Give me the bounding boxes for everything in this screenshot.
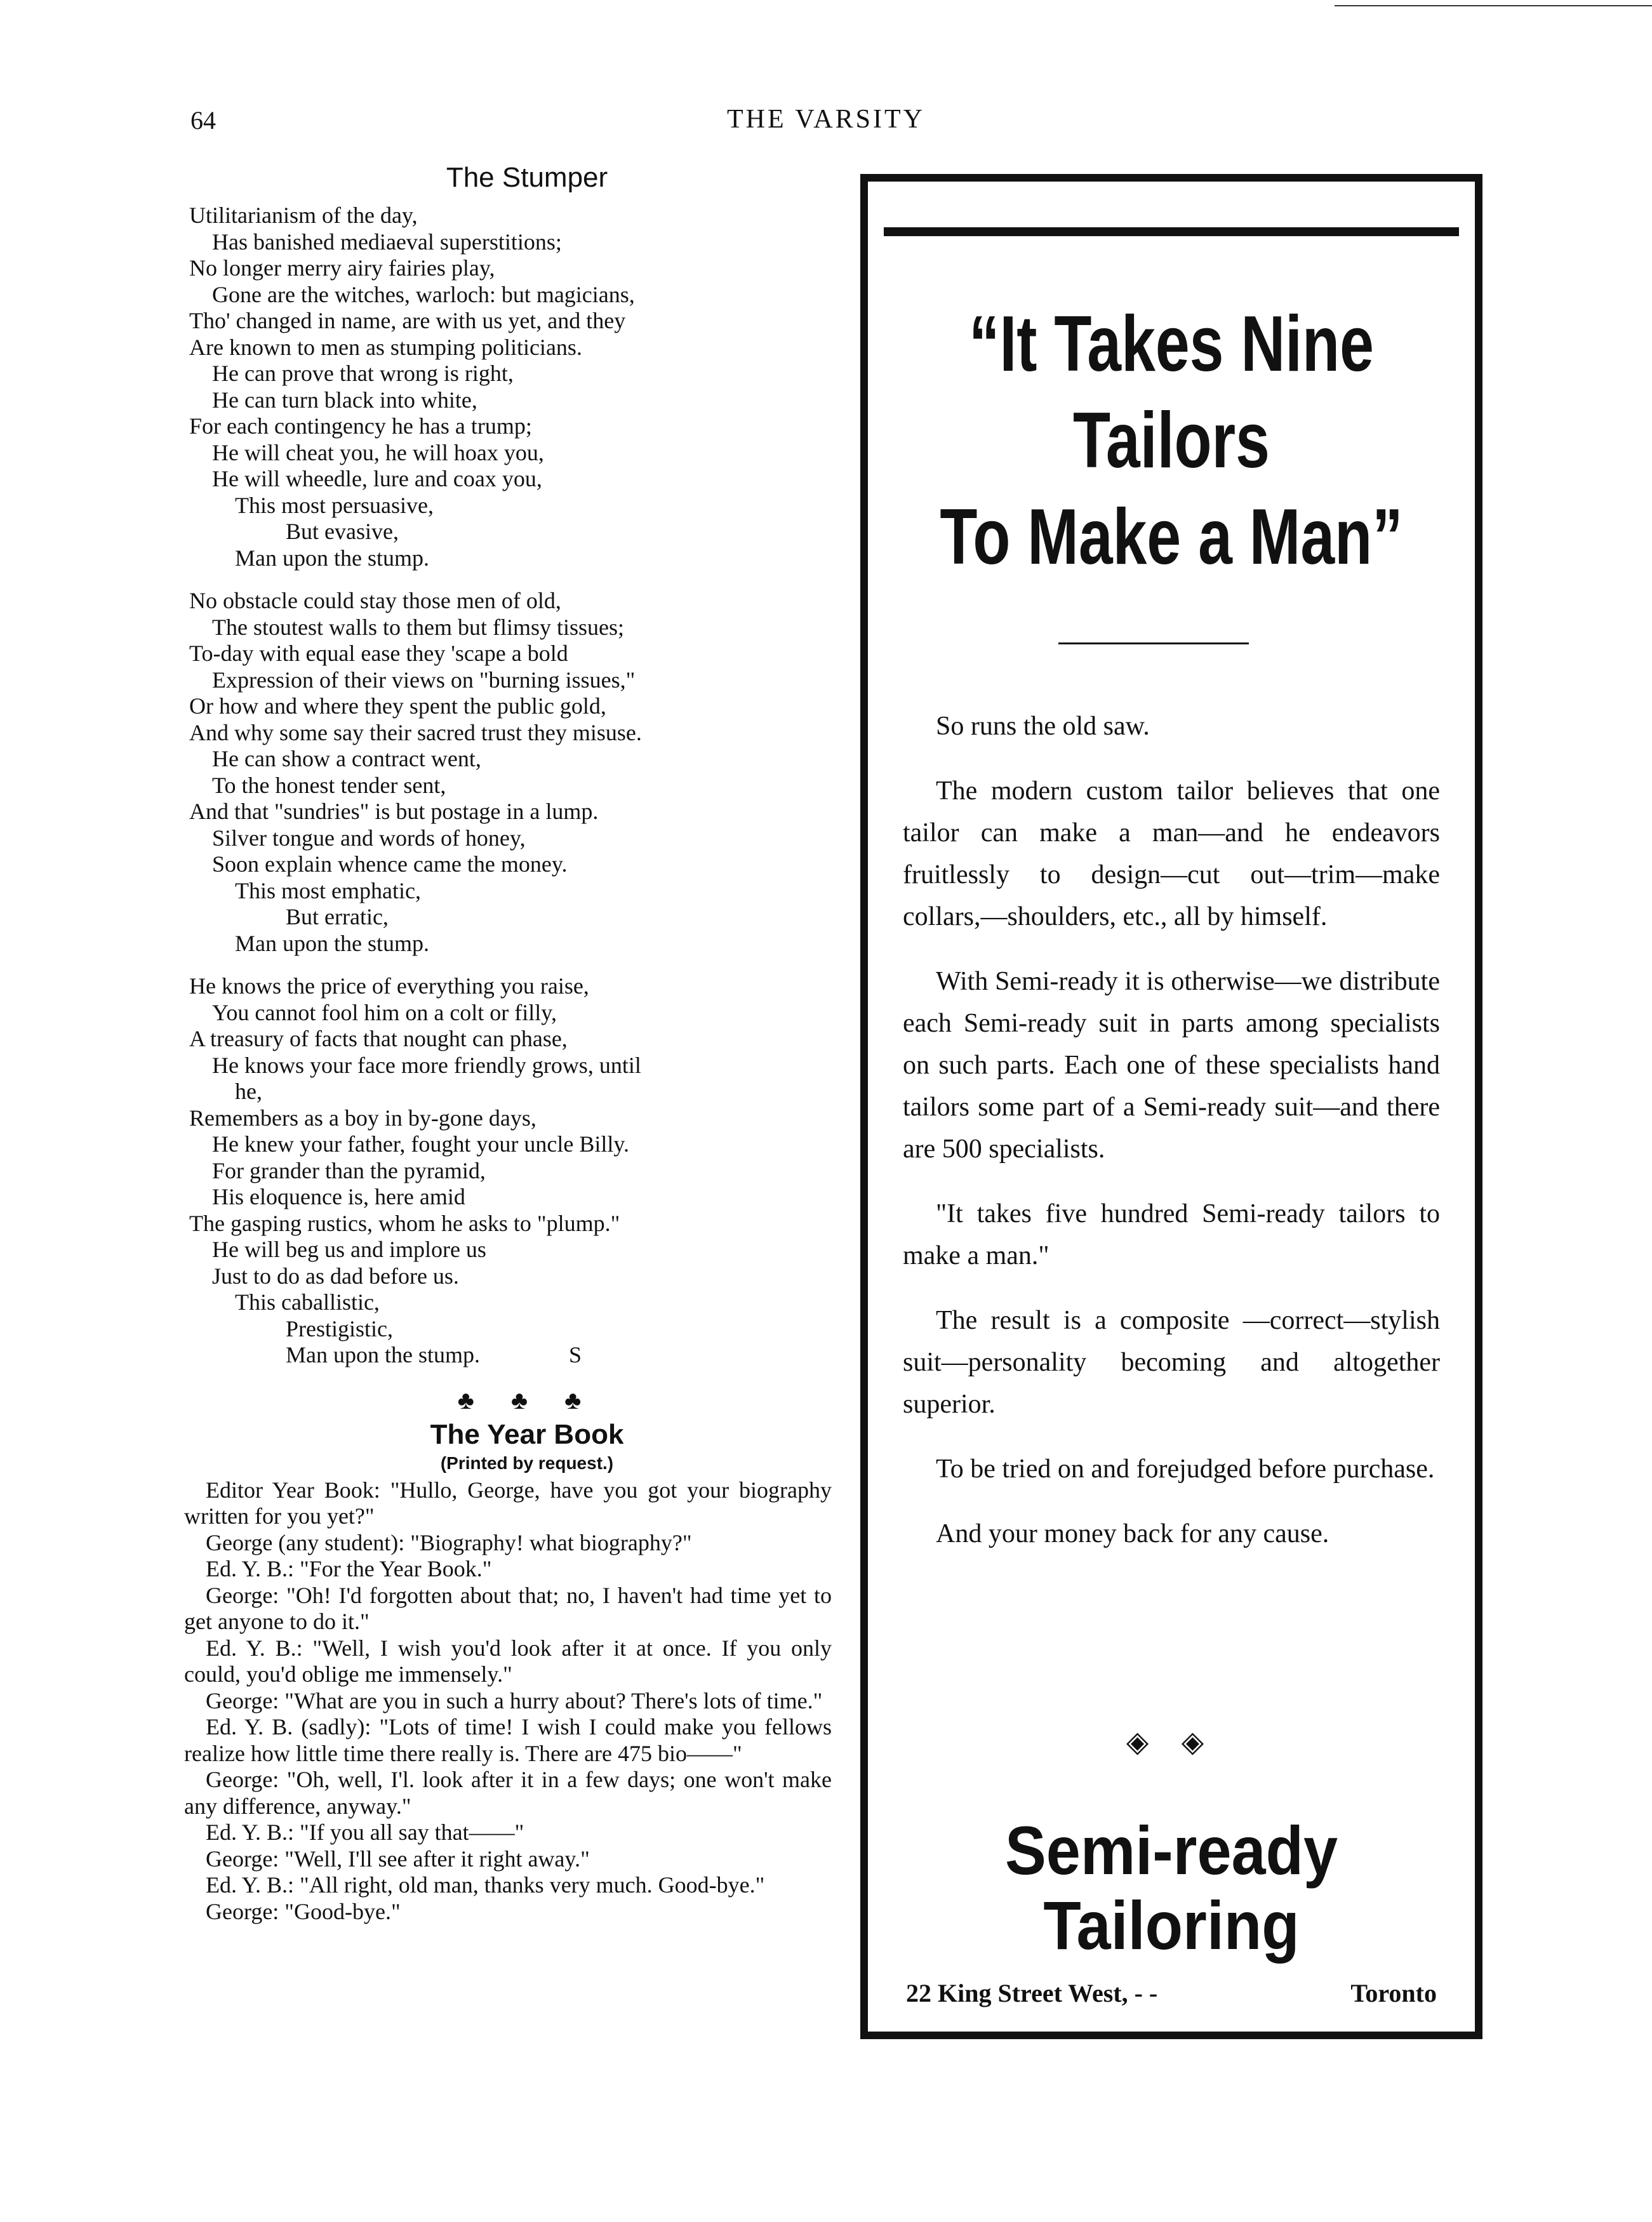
poem-line: He will cheat you, he will hoax you, [212, 439, 544, 465]
poem-line: He can show a contract went, [212, 746, 481, 771]
ad-paragraph: So runs the old saw. [936, 712, 1150, 741]
diamond-ornaments: ◈ ◈ [1126, 1726, 1217, 1758]
yearbook-subtitle: (Printed by request.) [440, 1453, 614, 1473]
yearbook-paragraph: George: "Oh, well, I'l. look after it in a few days; one won't make any difference, anyway." [184, 1767, 832, 1819]
address-city: Toronto [1350, 1979, 1437, 2007]
yearbook-title: The Year Book [430, 1418, 624, 1450]
poem-line: He will beg us and implore us [212, 1237, 486, 1262]
yearbook-paragraph: Ed. Y. B.: "Well, I wish you'd look after it at once. If you only could, you'd oblige me immensely." [184, 1635, 832, 1687]
poem-line: Expression of their views on "burning issues," [212, 667, 636, 693]
poem-line: He will wheedle, lure and coax you, [212, 466, 542, 491]
poem-stanza [184, 973, 832, 1369]
poem-stanza [184, 588, 832, 957]
poem-line: Tho' changed in name, are with us yet, and they [189, 308, 626, 333]
poem-body [184, 203, 832, 1369]
poem-line: Soon explain whence came the money. [212, 851, 568, 877]
yearbook-paragraph: Ed. Y. B.: "All right, old man, thanks very much. Good-bye." [206, 1872, 765, 1898]
poem-line: To the honest tender sent, [212, 772, 446, 798]
poem-line: Man upon the stump. S [286, 1342, 582, 1367]
poem-title: The Stumper [446, 162, 608, 193]
yearbook-paragraph: George: "Oh! I'd forgotten about that; no, I haven't had time yet to get anyone to do it." [184, 1582, 832, 1634]
ad-body [903, 705, 1440, 1578]
poem-line: Prestigistic, [286, 1315, 393, 1341]
ad-headline-line: “It Takes Nine [969, 300, 1374, 388]
ad-address [906, 1978, 1437, 2008]
poem-line: Gone are the witches, warloch: but magicians, [212, 281, 635, 307]
poem-line: And why some say their sacred trust they misuse. [189, 719, 642, 745]
advertisement [860, 174, 1482, 2039]
poem-line: But evasive, [286, 519, 399, 544]
poem-line: And that "sundries" is but postage in a lump. [189, 799, 599, 824]
top-edge-rule [1335, 5, 1652, 6]
yearbook-paragraph: Ed. Y. B.: "For the Year Book." [206, 1556, 492, 1581]
poem-line: To-day with equal ease they 'scape a bold [189, 641, 568, 666]
poem-signature: S [568, 1342, 582, 1367]
ad-paragraph: To be tried on and forejudged before purchase. [936, 1454, 1435, 1484]
poem-line: This most emphatic, [235, 877, 421, 903]
poem-line: He can turn black into white, [212, 387, 477, 413]
ad-headline-line: Tailors [1073, 397, 1270, 484]
yearbook-paragraph: George: "Well, I'll see after it right away." [206, 1846, 590, 1872]
poem-line: No longer merry airy fairies play, [189, 255, 495, 281]
yearbook-paragraph: George (any student): "Biography! what biography?" [206, 1529, 692, 1555]
ad-paragraph: And your money back for any cause. [936, 1519, 1329, 1548]
ad-paragraph: With Semi-ready it is otherwise—we distribute each Semi-ready suit in parts among specialists on such parts. Each one of these specialists hand tailors some part of a Semi-ready suit—and there are 500 specialists. [903, 967, 1440, 1164]
poem-line: He knows the price of everything you raise, [189, 973, 589, 999]
ad-brand [898, 1813, 1444, 1963]
poem-line: His eloquence is, here amid [212, 1184, 465, 1209]
poem-line: For grander than the pyramid, [212, 1157, 486, 1183]
yearbook-body [184, 1477, 832, 1926]
left-column [184, 162, 832, 1925]
poem-line: This most persuasive, [235, 492, 434, 518]
running-title: THE VARSITY [727, 105, 925, 134]
poem-line: He can prove that wrong is right, [212, 361, 514, 386]
poem-line: Remembers as a boy in by-gone days, [189, 1105, 536, 1131]
poem-line: Or how and where they spent the public gold, [189, 693, 606, 719]
poem-line: This caballistic, [235, 1289, 380, 1315]
poem-line: Has banished mediaeval superstitions; [212, 229, 562, 255]
poem-line: Man upon the stump. [235, 545, 429, 571]
poem-line: For each contingency he has a trump; [189, 413, 532, 439]
poem-line: he, [235, 1079, 262, 1104]
yearbook-paragraph: Editor Year Book: "Hullo, George, have you got your biography written for you yet?" [184, 1477, 832, 1529]
yearbook-paragraph: George: "Good-bye." [206, 1898, 401, 1924]
poem-line: Man upon the stump. [235, 930, 429, 956]
address-street: 22 King Street West, - - [906, 1979, 1158, 2007]
yearbook-paragraph: Ed. Y. B.: "If you all say that——" [206, 1820, 524, 1845]
ad-top-rule [884, 227, 1459, 236]
ad-paragraph: "It takes five hundred Semi-ready tailors to make a man." [903, 1199, 1440, 1270]
poem-line: Utilitarianism of the day, [189, 203, 418, 228]
poem-line: The stoutest walls to them but flimsy tissues; [212, 614, 624, 640]
brand-line: Tailoring [1043, 1887, 1300, 1964]
poem-line: The gasping rustics, whom he asks to "plump." [189, 1210, 620, 1236]
ad-headline [935, 296, 1408, 585]
poem-line: Silver tongue and words of honey, [212, 825, 526, 851]
ad-paragraph: The result is a composite —correct—stylish suit—personality becoming and altogether superior. [903, 1306, 1440, 1419]
yearbook-paragraph: Ed. Y. B. (sadly): "Lots of time! I wish I could make you fellows realize how little time there really is. There are 475 bio——" [184, 1714, 832, 1766]
poem-line: Are known to men as stumping politicians. [189, 334, 582, 360]
page-number: 64 [190, 106, 216, 135]
poem-line: But erratic, [286, 904, 389, 929]
ad-headline-line: To Make a Man” [940, 493, 1403, 581]
ad-divider [1058, 642, 1249, 644]
poem-line: Just to do as dad before us. [212, 1263, 459, 1289]
section-ornaments: ♣ ♣ ♣ [457, 1385, 597, 1414]
poem-line: A treasury of facts that nought can phase, [189, 1026, 568, 1051]
poem-line: No obstacle could stay those men of old, [189, 588, 561, 613]
poem-line: He knew your father, fought your uncle Billy. [212, 1131, 630, 1157]
poem-line: He knows your face more friendly grows, until [212, 1052, 641, 1078]
poem-stanza [184, 203, 832, 571]
yearbook-paragraph: George: "What are you in such a hurry about? There's lots of time." [206, 1687, 823, 1713]
ad-paragraph: The modern custom tailor believes that one tailor can make a man—and he endeavors fruitlessly to design—cut out—trim—make collars,—shoulders, etc., all by himself. [903, 776, 1440, 931]
brand-line: Semi-ready [1004, 1812, 1338, 1889]
poem-line: You cannot fool him on a colt or filly, [212, 999, 557, 1025]
